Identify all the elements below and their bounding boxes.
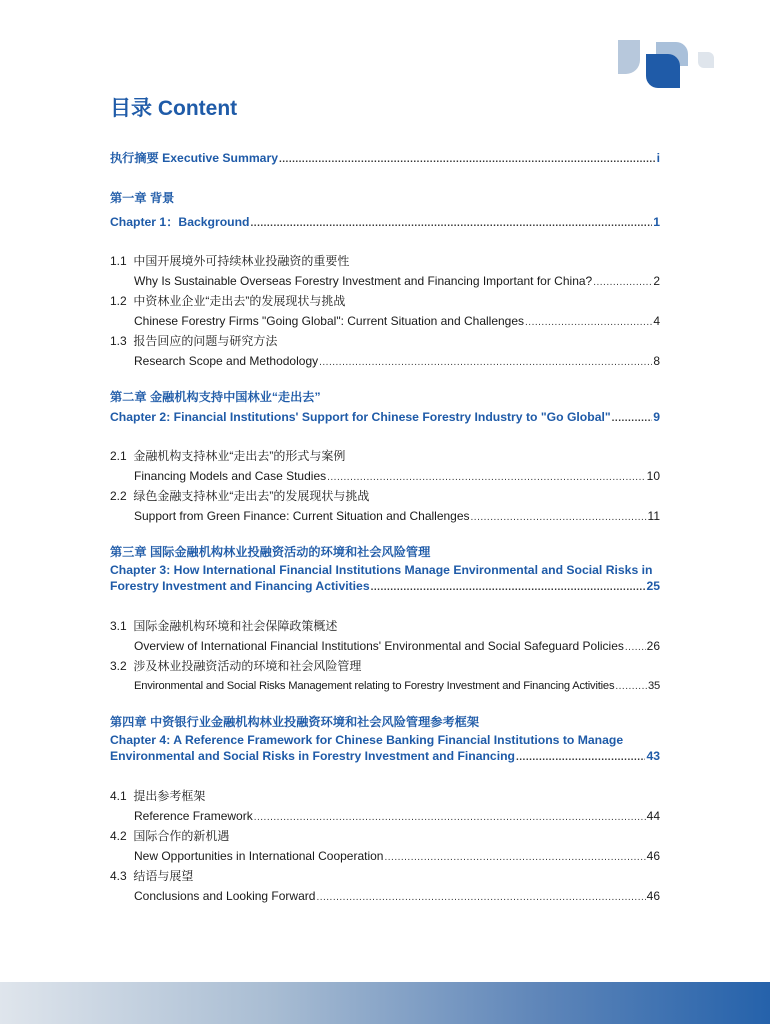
section-4-2-title-zh	[110, 826, 660, 846]
toc-page-number: 1	[653, 215, 660, 229]
toc-entry-section-1-3[interactable]	[110, 351, 660, 371]
logo-block-small	[698, 52, 714, 68]
section-number: 3.2	[110, 659, 127, 673]
logo-block-dark	[646, 54, 680, 88]
section-title-zh: 金融机构支持林业“走出去”的形式与案例	[133, 449, 346, 463]
toc-entry-section-2-1[interactable]	[110, 466, 660, 486]
toc-entry-section-4-3[interactable]	[110, 886, 660, 906]
section-2-2-title-zh	[110, 486, 660, 506]
toc-page-number: 35	[647, 680, 660, 692]
section-number: 1.2	[110, 294, 127, 308]
toc-entry-label: Reference Framework	[134, 809, 253, 823]
toc-entry-label: Environmental and Social Risks Management relating to Forestry Investment and Financing Activities	[134, 680, 615, 692]
chapter-1-title-zh: 第一章 背景	[110, 191, 175, 205]
section-3-2-title-zh	[110, 656, 660, 676]
section-number: 1.1	[110, 254, 127, 268]
section-number: 4.2	[110, 829, 127, 843]
toc-entry-section-1-2[interactable]	[110, 311, 660, 331]
toc-entry-label: New Opportunities in International Cooperation	[134, 849, 384, 863]
toc-entry-label: Why Is Sustainable Overseas Forestry Investment and Financing Important for China?	[134, 274, 593, 288]
toc-page-number: i	[656, 151, 660, 165]
footer-gradient-bar	[0, 982, 770, 1024]
toc-entry-label: Chapter 2: Financial Institutions' Support for Chinese Forestry Industry to "Go Global"	[110, 410, 611, 424]
chapter-4-title-zh: 第四章 中资银行业金融机构林业投融资环境和社会风险管理参考框架	[110, 715, 480, 729]
toc-leader-dots	[251, 219, 653, 229]
toc-leader-dots	[384, 853, 645, 863]
section-number: 2.2	[110, 489, 127, 503]
toc-entry-section-1-1[interactable]	[110, 271, 660, 291]
logo-block-light	[618, 40, 640, 74]
toc-page-number: 11	[647, 509, 660, 523]
section-number: 4.1	[110, 789, 127, 803]
toc-leader-dots	[516, 753, 645, 763]
toc-entry-label: Forestry Investment and Financing Activities	[110, 579, 370, 593]
toc-page-number: 10	[646, 469, 660, 483]
toc-page-number: 46	[646, 849, 660, 863]
toc-page-number: 25	[646, 579, 660, 593]
toc-entry-chapter-2[interactable]	[110, 407, 660, 427]
toc-entry-executive-summary[interactable]	[110, 148, 660, 168]
toc-entry-chapter-3[interactable]	[110, 578, 660, 595]
section-title-zh: 国际合作的新机遇	[133, 829, 230, 843]
chapter-3-title-en-line1[interactable]: Chapter 3: How International Financial Institutions Manage Environmental and Social Risks in	[110, 563, 653, 577]
toc-page-number: 26	[646, 639, 660, 653]
toc-entry-section-3-1[interactable]	[110, 636, 660, 656]
section-title-zh: 国际金融机构环境和社会保障政策概述	[133, 619, 338, 633]
toc-page-number: 2	[653, 274, 660, 288]
section-2-1-title-zh	[110, 446, 660, 466]
toc-leader-dots	[625, 643, 646, 653]
section-title-zh: 提出参考框架	[133, 789, 206, 803]
toc-leader-dots	[612, 414, 653, 424]
section-title-zh: 中资林业企业“走出去”的发展现状与挑战	[133, 294, 346, 308]
toc-page-number: 9	[653, 410, 660, 424]
section-title-zh: 中国开展境外可持续林业投融资的重要性	[133, 254, 350, 268]
toc-leader-dots	[593, 278, 652, 288]
toc-page-number: 8	[653, 354, 660, 368]
toc-entry-label: Chinese Forestry Firms "Going Global": Current Situation and Challenges	[134, 314, 525, 328]
toc-leader-dots	[316, 893, 645, 903]
section-4-3-title-zh	[110, 866, 660, 886]
chapter-2-title-zh: 第二章 金融机构支持中国林业“走出去”	[110, 390, 321, 404]
toc-entry-section-2-2[interactable]	[110, 506, 660, 526]
toc-entry-chapter-4[interactable]	[110, 748, 660, 765]
toc-entry-chapter-1[interactable]	[110, 212, 660, 232]
toc-entry-label: Conclusions and Looking Forward	[134, 889, 316, 903]
section-number: 4.3	[110, 869, 127, 883]
toc-entry-section-3-2[interactable]	[110, 676, 660, 696]
section-number: 3.1	[110, 619, 127, 633]
toc-entry-label: 执行摘要 Executive Summary	[110, 151, 278, 165]
toc-leader-dots	[525, 318, 652, 328]
toc-page-number: 46	[646, 889, 660, 903]
section-number: 1.3	[110, 334, 127, 348]
toc-page-number: 4	[653, 314, 660, 328]
toc-leader-dots	[319, 358, 652, 368]
section-number: 2.1	[110, 449, 127, 463]
section-title-zh: 涉及林业投融资活动的环境和社会风险管理	[133, 659, 362, 673]
section-1-1-title-zh	[110, 251, 660, 271]
section-4-1-title-zh	[110, 786, 660, 806]
toc-leader-dots	[615, 682, 647, 692]
section-1-2-title-zh	[110, 291, 660, 311]
section-1-3-title-zh	[110, 331, 660, 351]
section-3-1-title-zh	[110, 616, 660, 636]
toc-page-number: 43	[646, 749, 660, 763]
toc-entry-section-4-2[interactable]	[110, 846, 660, 866]
toc-entry-section-4-1[interactable]	[110, 806, 660, 826]
toc-entry-label: Research Scope and Methodology	[134, 354, 319, 368]
toc-leader-dots	[327, 473, 646, 483]
toc-entry-label: Overview of International Financial Institutions' Environmental and Social Safeguard Policies	[134, 639, 624, 653]
toc-entry-label: Environmental and Social Risks in Forestry Investment and Financing	[110, 749, 515, 763]
toc-leader-dots	[471, 513, 647, 523]
toc-page-number: 44	[646, 809, 660, 823]
table-of-contents	[110, 148, 660, 906]
toc-leader-dots	[371, 583, 646, 593]
brand-logo-shapes	[612, 38, 722, 94]
toc-leader-dots	[254, 813, 646, 823]
toc-entry-label: Support from Green Finance: Current Situation and Challenges	[134, 509, 470, 523]
toc-entry-label: Financing Models and Case Studies	[134, 469, 327, 483]
section-title-zh: 绿色金融支持林业“走出去”的发展现状与挑战	[133, 489, 370, 503]
toc-leader-dots	[279, 155, 656, 165]
section-title-zh: 报告回应的问题与研究方法	[133, 334, 278, 348]
page-title: 目录 Content	[110, 97, 238, 120]
toc-entry-label: Chapter 1：Background	[110, 215, 250, 229]
chapter-3-title-zh: 第三章 国际金融机构林业投融资活动的环境和社会风险管理	[110, 545, 431, 559]
section-title-zh: 结语与展望	[133, 869, 194, 883]
chapter-4-title-en-line1[interactable]: Chapter 4: A Reference Framework for Chinese Banking Financial Institutions to Manage	[110, 733, 624, 747]
